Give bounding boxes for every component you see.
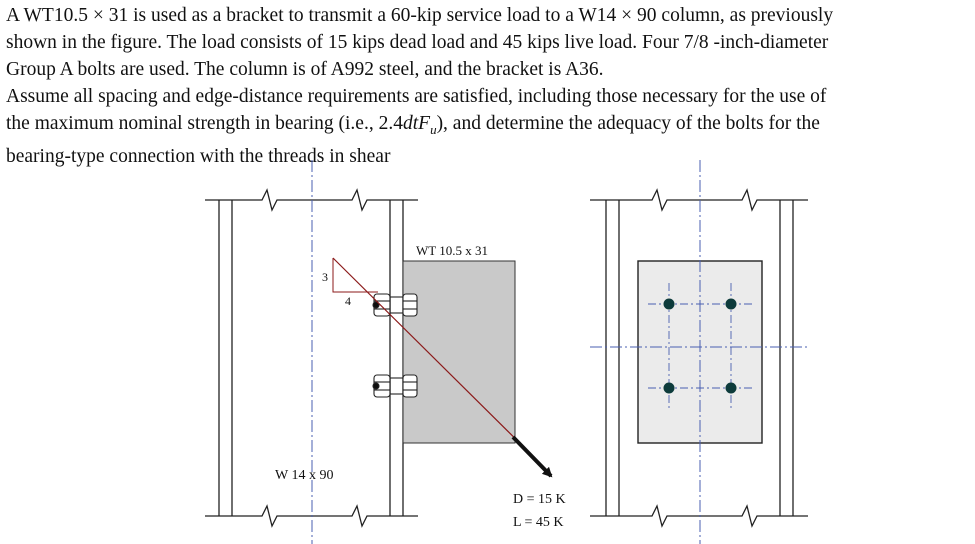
load-arrow	[513, 437, 551, 476]
bolt-hole	[664, 299, 675, 310]
bearing-formula-subscript: u	[430, 121, 437, 137]
dead-load-label: D = 15 K	[513, 492, 566, 507]
bracket-label: WT 10.5 x 31	[416, 243, 488, 258]
side-view	[205, 160, 566, 544]
slope-rise-label: 3	[322, 270, 328, 284]
column-label: W 14 x 90	[275, 468, 334, 483]
slope-run-label: 4	[345, 294, 351, 308]
bracket-plate	[403, 261, 515, 443]
front-view	[590, 160, 808, 544]
bolt-hole	[726, 383, 737, 394]
problem-text-run: ), and determine the adequacy of the bolts for the	[436, 113, 820, 134]
problem-line: bearing-type connection with the threads in shear	[6, 145, 391, 167]
problem-line: Assume all spacing and edge-distance requirements are satisfied, including those necessary for the use of	[6, 86, 827, 107]
problem-line: shown in the figure. The load consists of 15 kips dead load and 45 kips live load. Four 7/8 -inch-diameter	[6, 32, 829, 53]
bolt-hole	[726, 299, 737, 310]
problem-line: Group A bolts are used. The column is of A992 steel, and the bracket is A36.	[6, 59, 604, 80]
live-load-label: L = 45 K	[513, 515, 564, 530]
problem-line: A WT10.5 × 31 is used as a bracket to transmit a 60-kip service load to a W14 × 90 column, as previously	[6, 5, 834, 26]
bolt-hole	[664, 383, 675, 394]
slope-triangle	[333, 258, 378, 292]
problem-text-run: the maximum nominal strength in bearing (i.e., 2.4	[6, 113, 403, 134]
bolt-lower	[373, 375, 417, 397]
bearing-formula-variables: dtF	[402, 113, 431, 134]
